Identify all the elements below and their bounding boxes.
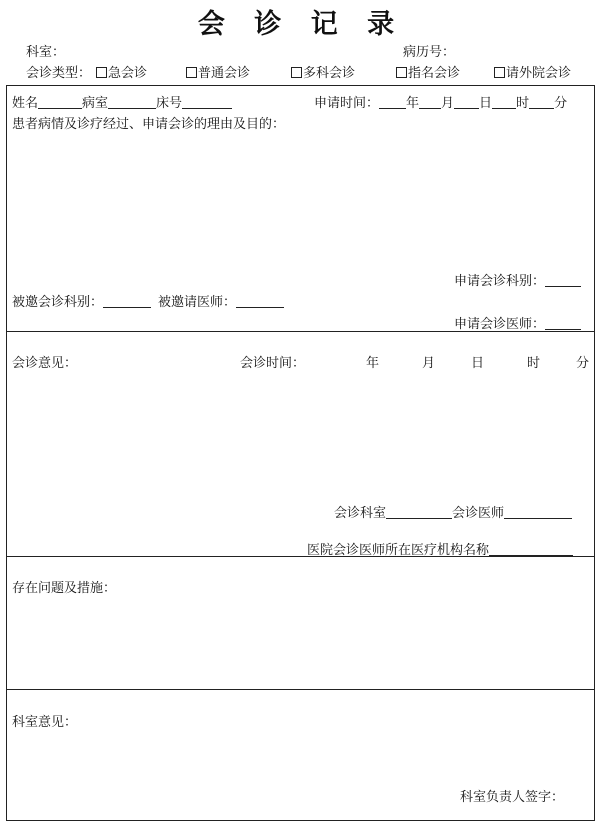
consult-doctor-label: 会诊医师 [452, 506, 505, 521]
request-doctor-label: 申请会诊医师： [454, 317, 546, 332]
request-time-label: 申请时间： [314, 96, 380, 111]
consult-doctor-field[interactable] [504, 506, 572, 519]
invited-dept-label: 被邀会诊科别： [12, 295, 104, 310]
checkbox-icon[interactable] [96, 67, 107, 78]
consult-day-label: 日 [471, 356, 485, 371]
consult-dept-field[interactable] [386, 506, 452, 519]
invited-dept-field[interactable] [103, 295, 151, 308]
request-doctor-field[interactable] [545, 317, 581, 330]
bed-label: 床号 [156, 96, 183, 111]
form-frame [6, 85, 595, 821]
consult-dept-label: 会诊科室 [334, 506, 387, 521]
consult-month-label: 月 [422, 356, 436, 371]
type-option-named[interactable]: 指名会诊 [396, 62, 460, 81]
bed-field[interactable] [182, 96, 232, 109]
month-field[interactable] [419, 96, 441, 109]
type-option-multidept[interactable]: 多科会诊 [291, 62, 355, 81]
dept-opinion-label: 科室意见： [12, 715, 78, 730]
ward-field[interactable] [108, 96, 156, 109]
checkbox-icon[interactable] [186, 67, 197, 78]
institution-row [307, 539, 573, 558]
consult-year-label: 年 [366, 356, 380, 371]
day-field[interactable] [454, 96, 479, 109]
consult-minute-label: 分 [576, 356, 590, 371]
signature-label: 科室负责人签字： [460, 790, 565, 805]
reason-label: 患者病情及诊疗经过、申请会诊的理由及目的： [12, 117, 286, 132]
request-time-row: 申请时间： 年 月 日 时 分 [314, 96, 568, 111]
consult-dept-doctor-row [334, 502, 572, 521]
institution-label: 医院会诊医师所在医疗机构名称 [307, 543, 490, 558]
patient-info-row [12, 92, 232, 111]
page-title: 会 诊 记 录 [197, 9, 405, 40]
invited-doctor-label: 被邀请医师： [158, 295, 237, 310]
invited-row [12, 291, 284, 310]
checkbox-icon[interactable] [396, 67, 407, 78]
type-option-normal[interactable]: 普通会诊 [186, 62, 250, 81]
divider [6, 689, 595, 690]
consult-time-label: 会诊时间： [240, 356, 306, 371]
problems-label: 存在问题及措施： [12, 581, 117, 596]
hour-field[interactable] [492, 96, 516, 109]
department-label: 科室： [26, 45, 66, 60]
year-field[interactable] [379, 96, 406, 109]
checkbox-icon[interactable] [494, 67, 505, 78]
request-doctor-row [454, 313, 581, 332]
name-label: 姓名 [12, 96, 39, 111]
consult-opinion-label: 会诊意见： [12, 356, 78, 371]
name-field[interactable] [38, 96, 82, 109]
record-number-label: 病历号： [403, 45, 456, 60]
request-dept-field[interactable] [545, 274, 581, 287]
request-dept-label: 申请会诊科别： [454, 274, 546, 289]
institution-field[interactable] [489, 543, 573, 556]
consult-hour-label: 时 [527, 356, 541, 371]
invited-doctor-field[interactable] [236, 295, 284, 308]
type-option-urgent[interactable]: 急会诊 [96, 62, 147, 81]
type-option-external[interactable]: 请外院会诊 [494, 62, 571, 81]
checkbox-icon[interactable] [291, 67, 302, 78]
consult-type-label: 会诊类型： [26, 66, 92, 81]
request-dept-row [454, 270, 581, 289]
ward-label: 病室 [82, 96, 109, 111]
minute-field[interactable] [529, 96, 554, 109]
